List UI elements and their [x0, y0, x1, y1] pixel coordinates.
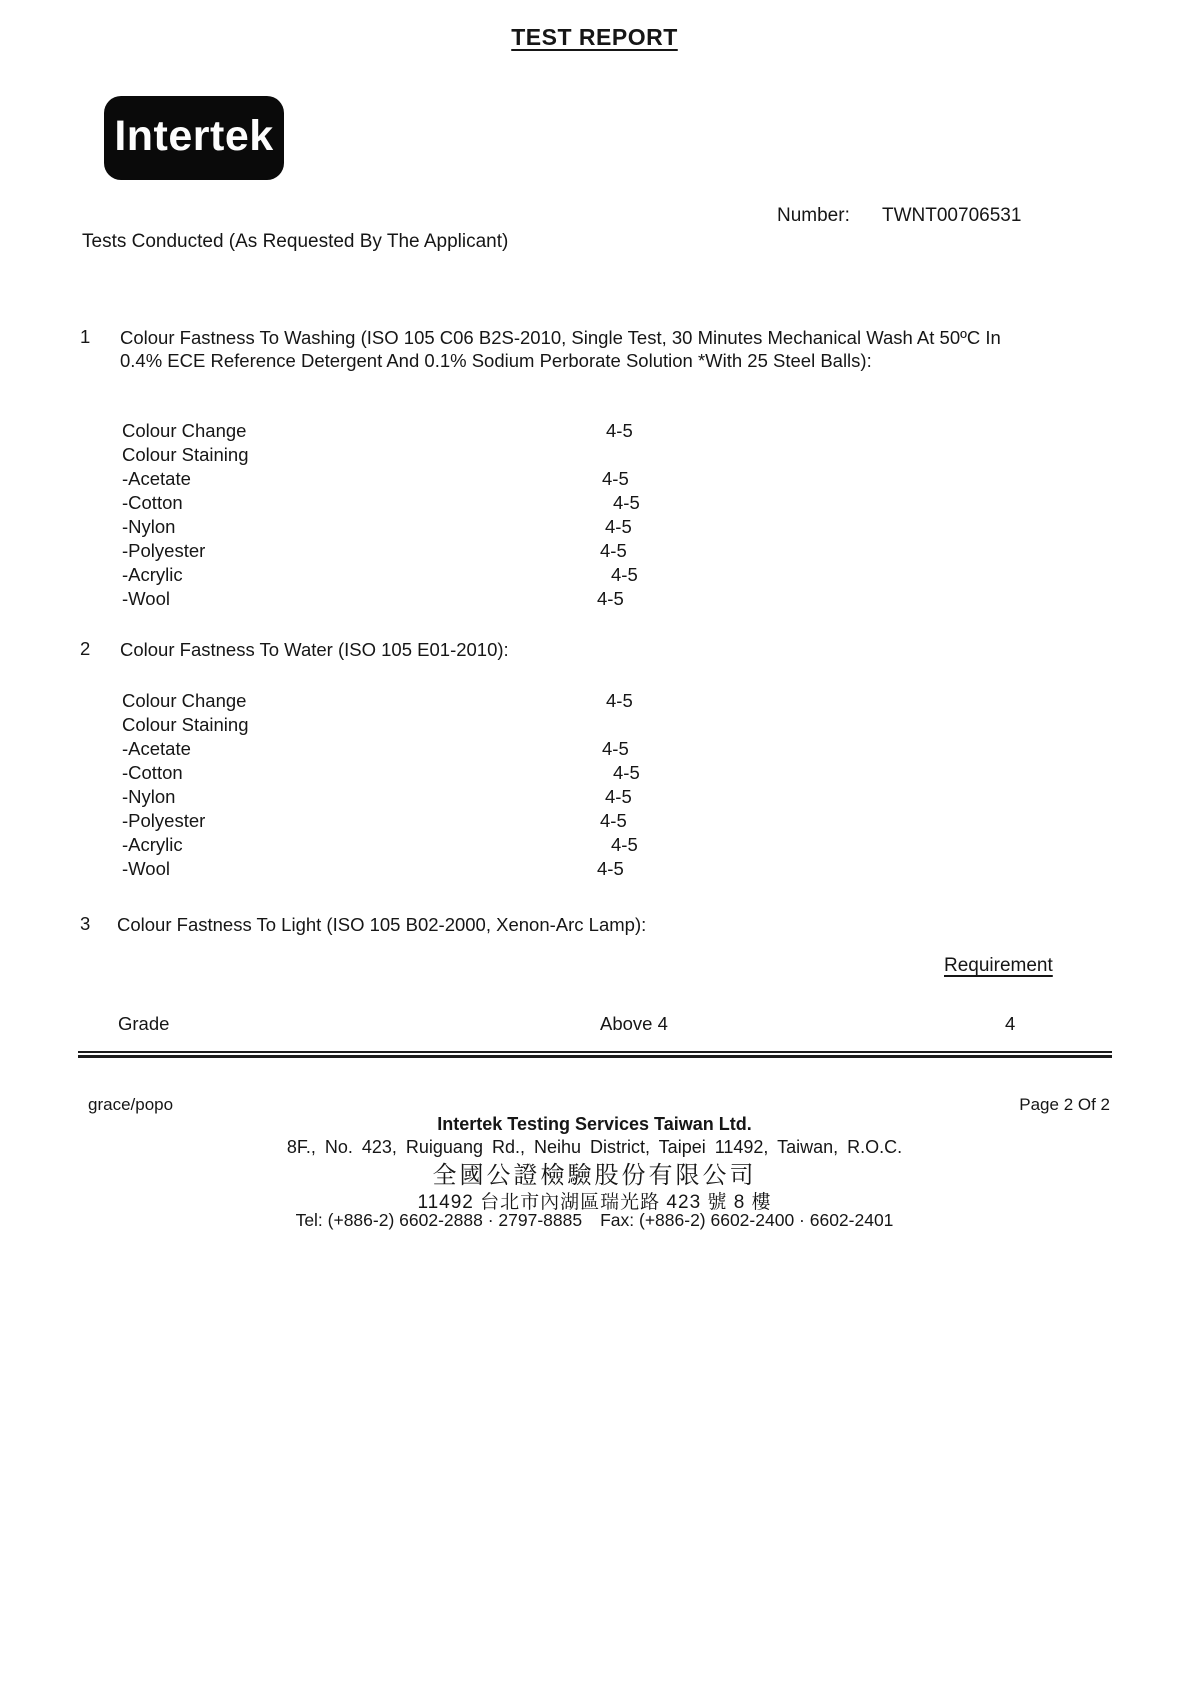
fax-number: Fax: (+886-2) 6602-2400 · 6602-2401 — [600, 1210, 894, 1230]
company-name-zh: 全國公證檢驗股份有限公司 — [432, 1162, 757, 1189]
table-row — [0, 714, 1189, 737]
table-row — [0, 690, 1189, 713]
test-label: -Wool — [122, 588, 170, 609]
test-value: 4-5 — [602, 468, 629, 489]
intertek-logo — [104, 96, 284, 180]
grade-value: Above 4 — [600, 1013, 668, 1034]
test-label: -Nylon — [122, 516, 176, 537]
test-label: -Polyester — [122, 810, 206, 831]
test-label: -Acetate — [122, 468, 191, 489]
test-value: 4-5 — [605, 516, 632, 537]
test-value: 4-5 — [613, 762, 640, 783]
test-value: 4-5 — [606, 690, 633, 711]
tel-fax-line — [0, 1210, 1189, 1231]
test-value: 4-5 — [597, 858, 624, 879]
page-title: TEST REPORT — [511, 24, 678, 50]
table-row — [0, 588, 1189, 611]
page-indicator: Page 2 Of 2 — [1019, 1095, 1110, 1114]
report-number-value: TWNT00706531 — [882, 205, 1022, 226]
section-3-heading: Colour Fastness To Light (ISO 105 B02-2000, Xenon-Arc Lamp): — [117, 914, 647, 935]
section-2-number: 2 — [80, 638, 91, 659]
test-label: -Polyester — [122, 540, 206, 561]
test-value: 4-5 — [613, 492, 640, 513]
test-label: Colour Staining — [122, 444, 249, 465]
test-value: 4-5 — [602, 738, 629, 759]
test-label: Colour Staining — [122, 714, 249, 735]
tel-number: Tel: (+886-2) 6602-2888 · 2797-8885 — [295, 1210, 583, 1230]
test-value: 4-5 — [605, 786, 632, 807]
test-value: 4-5 — [606, 420, 633, 441]
test-value: 4-5 — [600, 810, 627, 831]
test-label: Colour Change — [122, 420, 247, 441]
test-value: 4-5 — [611, 564, 638, 585]
company-address-en: 8F., No. 423, Ruiguang Rd., Neihu District, Taipei 11492, Taiwan, R.O.C. — [286, 1137, 903, 1157]
tests-conducted-heading: Tests Conducted (As Requested By The Applicant) — [82, 231, 509, 252]
table-row — [0, 738, 1189, 761]
grade-label: Grade — [118, 1013, 170, 1034]
table-row — [0, 468, 1189, 491]
test-label: -Acrylic — [122, 834, 183, 855]
table-row — [0, 786, 1189, 809]
table-row — [0, 762, 1189, 785]
table-row — [0, 564, 1189, 587]
requirement-column-header: Requirement — [944, 955, 1053, 976]
section-1-heading: Colour Fastness To Washing (ISO 105 C06 B2S-2010, Single Test, 30 Minutes Mechanical Wash At 50ºC In 0.4% ECE Reference Detergent And 0.1% Sodium Perborate Solution *With 25 Steel Balls): — [120, 327, 1001, 371]
table-row — [0, 492, 1189, 515]
table-row — [0, 420, 1189, 443]
test-value: 4-5 — [600, 540, 627, 561]
section-2-heading: Colour Fastness To Water (ISO 105 E01-2010): — [120, 639, 509, 660]
table-row — [0, 858, 1189, 881]
table-row — [0, 516, 1189, 539]
table-row — [0, 444, 1189, 467]
intertek-logo-text: Intertek — [114, 112, 274, 160]
table-row — [0, 834, 1189, 857]
section-3-number: 3 — [80, 913, 91, 934]
test-label: Colour Change — [122, 690, 247, 711]
grade-row — [0, 1013, 1189, 1036]
test-value: 4-5 — [597, 588, 624, 609]
test-value: 4-5 — [611, 834, 638, 855]
table-row — [0, 540, 1189, 563]
section-1-number: 1 — [80, 326, 91, 347]
double-rule-divider — [78, 1051, 1112, 1058]
test-label: -Acrylic — [122, 564, 183, 585]
grade-requirement-value: 4 — [1005, 1013, 1016, 1034]
company-name-en: Intertek Testing Services Taiwan Ltd. — [437, 1114, 752, 1134]
test-label: -Wool — [122, 858, 170, 879]
report-number-label: Number: — [777, 205, 850, 226]
company-address-zh: 11492 台北市內湖區瑞光路 423 號 8 樓 — [417, 1192, 772, 1213]
table-row — [0, 810, 1189, 833]
test-label: -Cotton — [122, 762, 183, 783]
test-label: -Cotton — [122, 492, 183, 513]
author-initials: grace/popo — [88, 1095, 174, 1114]
test-label: -Nylon — [122, 786, 176, 807]
test-label: -Acetate — [122, 738, 191, 759]
